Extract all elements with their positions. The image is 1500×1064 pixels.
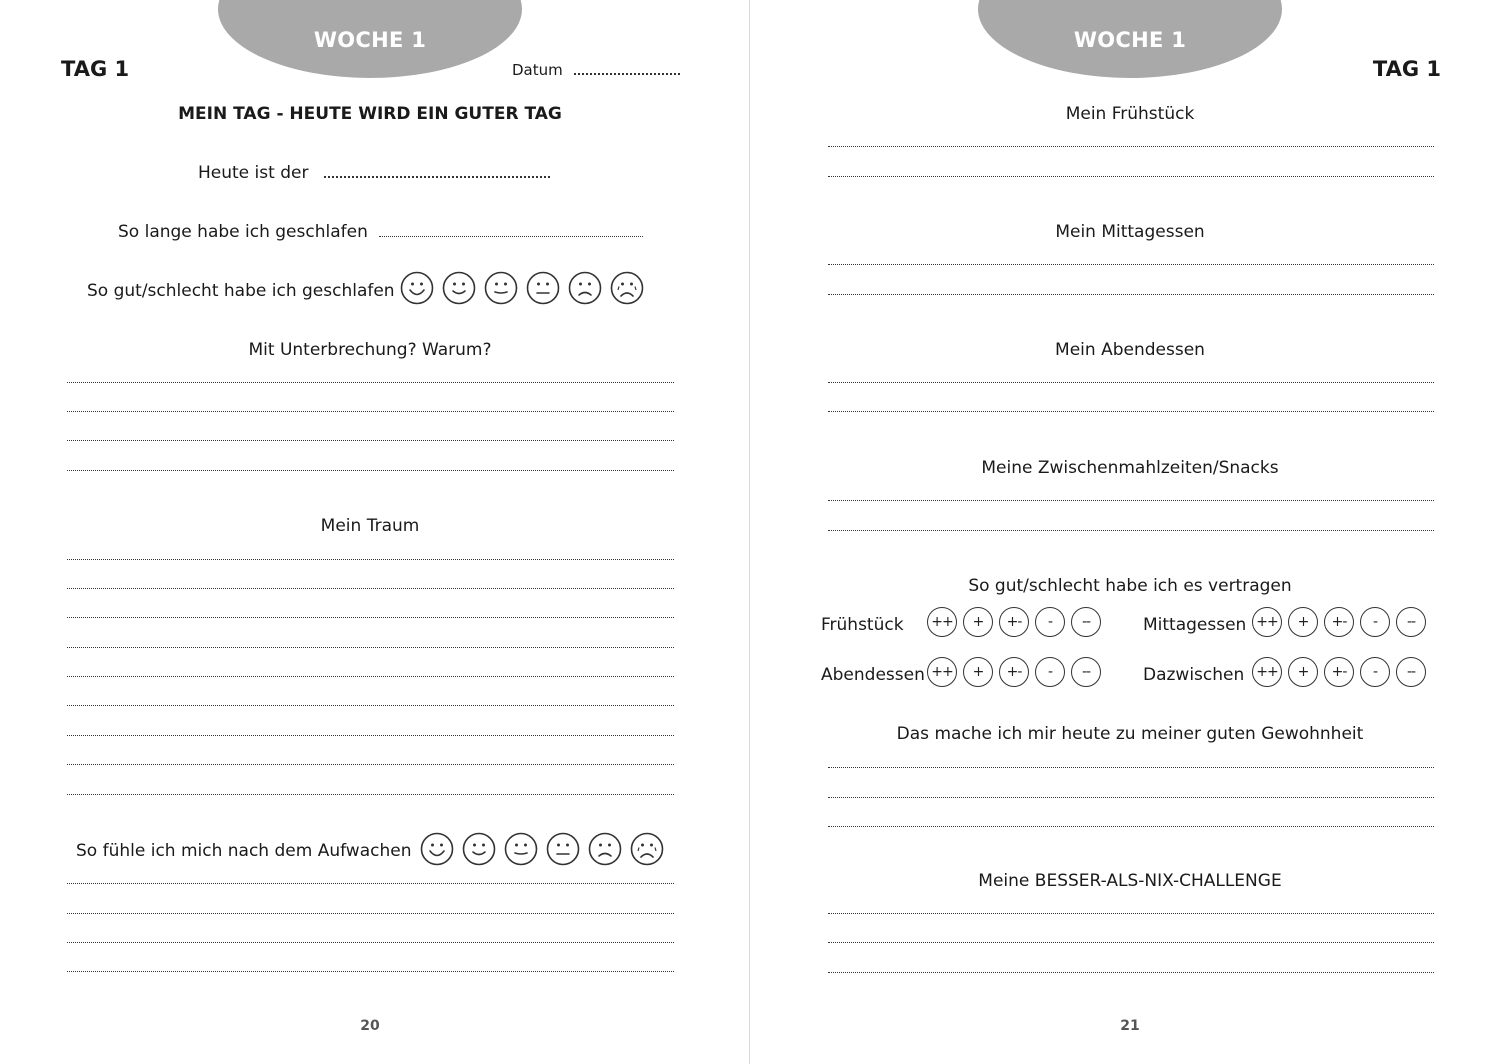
week-tab: WOCHE 1 — [218, 0, 522, 78]
rating-option-3[interactable]: +- — [1324, 607, 1354, 637]
lunch-heading: Mein Mittagessen — [1055, 222, 1205, 242]
today-label: Heute ist der — [198, 163, 309, 183]
dinner-heading: Mein Abendessen — [1055, 340, 1205, 360]
tolerance-label-dinner: Abendessen — [821, 665, 925, 685]
challenge-heading: Meine BESSER-ALS-NIX-CHALLENGE — [978, 871, 1282, 891]
rating-option-5[interactable]: -- — [1071, 607, 1101, 637]
interruption-heading: Mit Unterbrechung? Warum? — [248, 340, 492, 360]
rating-option-3[interactable]: +- — [999, 607, 1029, 637]
neutral-face-icon[interactable] — [504, 832, 538, 866]
breakfast-heading: Mein Frühstück — [1065, 104, 1195, 124]
interruption-line[interactable] — [67, 440, 674, 441]
lunch-rating-scale[interactable] — [1252, 607, 1426, 637]
tolerance-label-breakfast: Frühstück — [821, 615, 904, 635]
wakeup-label: So fühle ich mich nach dem Aufwachen — [76, 841, 412, 861]
page-heading: MEIN TAG - HEUTE WIRD EIN GUTER TAG — [178, 104, 562, 124]
snacks-heading: Meine Zwischenmahlzeiten/Snacks — [981, 458, 1279, 478]
sleep-quality-label: So gut/schlecht habe ich geschlafen — [87, 281, 395, 301]
wakeup-line[interactable] — [67, 942, 674, 943]
between-rating-scale[interactable] — [1252, 657, 1426, 687]
dream-line[interactable] — [67, 705, 674, 706]
interruption-line[interactable] — [67, 382, 674, 383]
sad-face-icon[interactable] — [568, 271, 602, 305]
lunch-line[interactable] — [828, 294, 1434, 295]
breakfast-line[interactable] — [828, 176, 1434, 177]
sleep-duration-field[interactable] — [118, 222, 643, 242]
neutral-face-icon[interactable] — [484, 271, 518, 305]
lunch-line[interactable] — [828, 264, 1434, 265]
dream-line[interactable] — [67, 794, 674, 795]
today-fill-line[interactable] — [324, 176, 550, 178]
rating-option-2[interactable]: + — [1288, 607, 1318, 637]
breakfast-line[interactable] — [828, 146, 1434, 147]
rating-option-4[interactable]: - — [1360, 607, 1390, 637]
sleep-duration-fill-line[interactable] — [379, 236, 643, 237]
right-page — [750, 0, 1500, 1064]
slightly-sad-face-icon[interactable] — [526, 271, 560, 305]
rating-option-2[interactable]: + — [1288, 657, 1318, 687]
habit-line[interactable] — [828, 797, 1434, 798]
wakeup-line[interactable] — [67, 883, 674, 884]
breakfast-rating-scale[interactable] — [927, 607, 1101, 637]
rating-option-3[interactable]: +- — [1324, 657, 1354, 687]
slightly-sad-face-icon[interactable] — [546, 832, 580, 866]
rating-option-1[interactable]: ++ — [1252, 657, 1282, 687]
interruption-line[interactable] — [67, 411, 674, 412]
happy-face-icon[interactable] — [462, 832, 496, 866]
dream-line[interactable] — [67, 764, 674, 765]
challenge-line[interactable] — [828, 972, 1434, 973]
wakeup-mood-scale[interactable] — [420, 832, 664, 866]
today-field[interactable] — [198, 163, 550, 183]
challenge-line[interactable] — [828, 942, 1434, 943]
dinner-line[interactable] — [828, 411, 1434, 412]
day-label: TAG 1 — [1372, 57, 1441, 81]
dream-line[interactable] — [67, 647, 674, 648]
page-number: 20 — [360, 1018, 380, 1034]
date-label: Datum — [512, 61, 563, 79]
sleep-quality-scale[interactable] — [400, 271, 644, 305]
rating-option-3[interactable]: +- — [999, 657, 1029, 687]
rating-option-5[interactable]: -- — [1396, 657, 1426, 687]
rating-option-4[interactable]: - — [1360, 657, 1390, 687]
happy-face-icon[interactable] — [442, 271, 476, 305]
week-tab: WOCHE 1 — [978, 0, 1282, 78]
wakeup-line[interactable] — [67, 971, 674, 972]
snacks-line[interactable] — [828, 530, 1434, 531]
very-happy-face-icon[interactable] — [400, 271, 434, 305]
page-number: 21 — [1120, 1018, 1140, 1034]
habit-heading: Das mache ich mir heute zu meiner guten Gewohnheit — [896, 724, 1364, 744]
dinner-rating-scale[interactable] — [927, 657, 1101, 687]
dream-heading: Mein Traum — [320, 516, 420, 536]
rating-option-5[interactable]: -- — [1396, 607, 1426, 637]
rating-option-4[interactable]: - — [1035, 607, 1065, 637]
rating-option-4[interactable]: - — [1035, 657, 1065, 687]
tolerance-label-between: Dazwischen — [1143, 665, 1245, 685]
day-label: TAG 1 — [61, 57, 130, 81]
very-happy-face-icon[interactable] — [420, 832, 454, 866]
dream-line[interactable] — [67, 617, 674, 618]
dream-line[interactable] — [67, 676, 674, 677]
date-field[interactable] — [512, 61, 680, 79]
rating-option-2[interactable]: + — [963, 657, 993, 687]
interruption-line[interactable] — [67, 470, 674, 471]
rating-option-5[interactable]: -- — [1071, 657, 1101, 687]
tolerance-heading: So gut/schlecht habe ich es vertragen — [968, 576, 1292, 596]
challenge-line[interactable] — [828, 913, 1434, 914]
tolerance-label-lunch: Mittagessen — [1143, 615, 1247, 635]
rating-option-1[interactable]: ++ — [927, 657, 957, 687]
wakeup-line[interactable] — [67, 913, 674, 914]
snacks-line[interactable] — [828, 500, 1434, 501]
rating-option-1[interactable]: ++ — [1252, 607, 1282, 637]
rating-option-2[interactable]: + — [963, 607, 993, 637]
rating-option-1[interactable]: ++ — [927, 607, 957, 637]
sleep-duration-label: So lange habe ich geschlafen — [118, 222, 368, 242]
dream-line[interactable] — [67, 559, 674, 560]
crying-face-icon[interactable] — [610, 271, 644, 305]
date-fill-line[interactable] — [574, 73, 680, 75]
dream-line[interactable] — [67, 588, 674, 589]
habit-line[interactable] — [828, 826, 1434, 827]
habit-line[interactable] — [828, 767, 1434, 768]
sad-face-icon[interactable] — [588, 832, 622, 866]
dream-line[interactable] — [67, 735, 674, 736]
crying-face-icon[interactable] — [630, 832, 664, 866]
dinner-line[interactable] — [828, 382, 1434, 383]
